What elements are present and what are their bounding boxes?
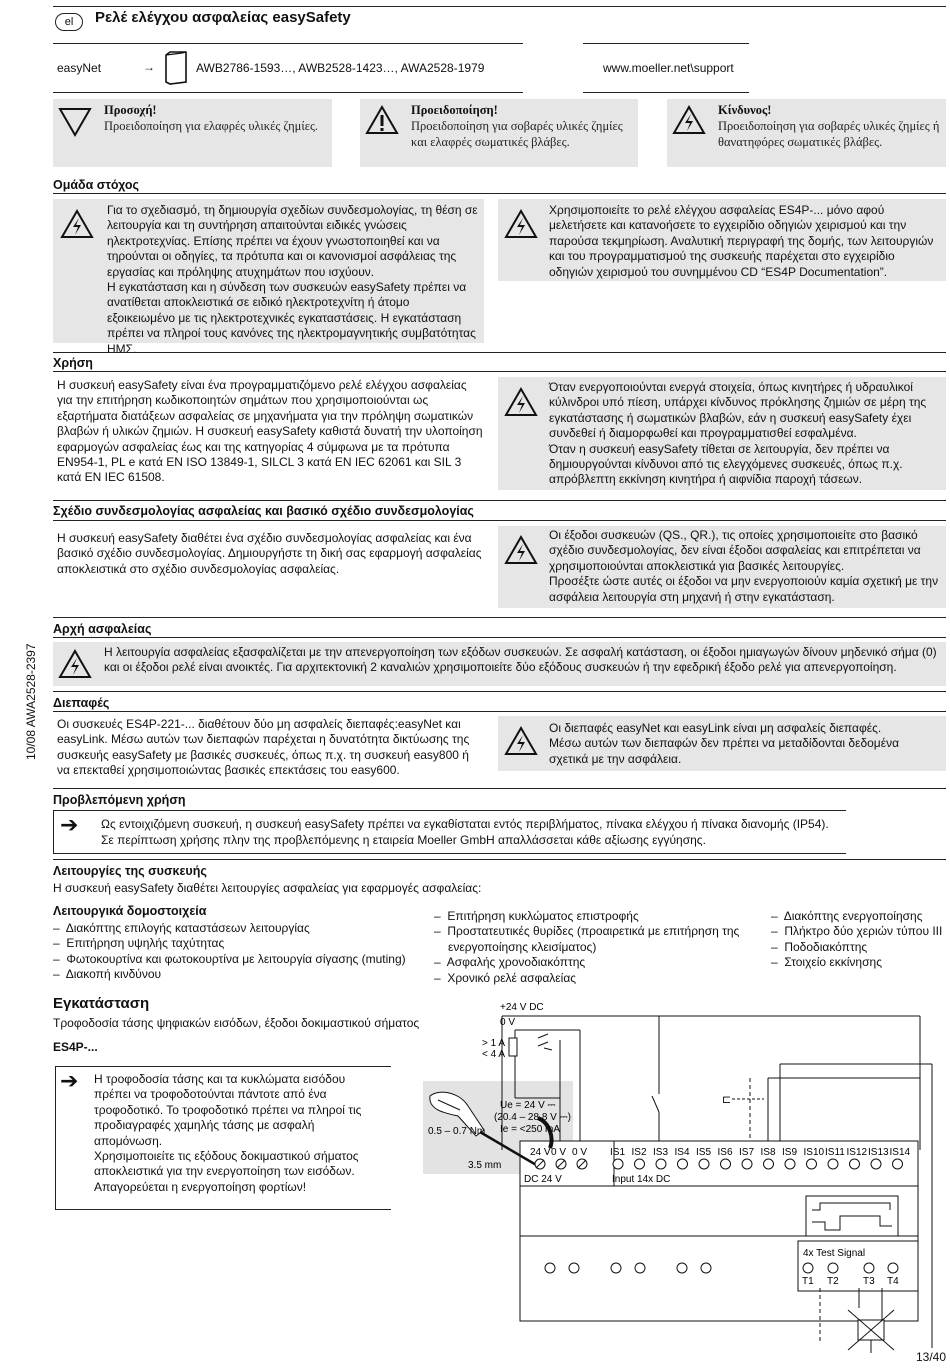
input-terminal-label: IS4: [674, 1147, 690, 1158]
intended-line-1: Ως εντοιχιζόμενη συσκευή, η συσκευή easySafety πρέπει να εγκαθίσταται εντός περιβλήματος, πίνακα ελέγχου ή πίνακα διανομής (IP54).: [101, 817, 829, 831]
input-terminal: [656, 1159, 666, 1169]
divider: [53, 371, 946, 372]
list-item: ενεργοποίησης κλεισίματος): [448, 939, 597, 954]
warning-title: Προειδοποίηση!: [411, 103, 498, 117]
list-item: – Διακοπή κινδύνου: [53, 967, 162, 982]
list-item: – Διακόπτης ενεργοποίησης: [771, 909, 923, 923]
wiring-text: Η συσκευή easySafety διαθέτει ένα σχέδιο συνδεσμολογίας ασφαλείας και ένα βασικό σχέδιο συνδεσμολογίας. Δημιουργήστε τη δική σας εφαρμογή ασφαλείας αποκλειστικά στο σχέδιο συνδεσμολογίας ασφαλείας.: [57, 531, 482, 576]
divider: [53, 711, 946, 712]
list-item: – Διακόπτης επιλογής καταστάσεων λειτουργίας: [53, 921, 310, 935]
input-terminal: [742, 1159, 752, 1169]
dc24-label: DC 24 V: [524, 1174, 562, 1185]
output-terminal: [635, 1263, 645, 1273]
list-item: – Χρονικό ρελέ ασφαλείας: [434, 970, 577, 985]
input-terminal-label: IS7: [739, 1147, 755, 1158]
manual-book-icon: [164, 51, 188, 85]
interfaces-right-text: Οι διεπαφές easyNet και easyLink είναι μη ασφαλείς διεπαφές. Μέσω αυτών των διεπαφών δεν πρέπει να μεταδίδονται δεδομένα σχετικά με την ασφάλεια.: [549, 721, 900, 766]
target-right-text: Χρησιμοποιείτε το ρελέ ελέγχου ασφαλείας ES4P-... μόνο αφού μελετήσετε και κατανοήσετε το εγχειρίδιο οδηγιών χειρισμού και την παρούσα τεκμηρίωση. Αναλυτική περιγραφή της δομής, των λειτουργιών και του προγραμματισμού της συσκευής παρέχεται στο εγχειρίδιο οδηγιών χειρισμού του συνημμένου CD “ES4P Documentation”.: [549, 203, 934, 279]
section-title-functions: Λειτουργίες της συσκευής: [53, 864, 207, 878]
divider: [53, 500, 946, 501]
language-badge: [55, 13, 83, 31]
install-note-text: Η τροφοδοσία τάσης και τα κυκλώματα εισόδου πρέπει να τροφοδοτούνται πάντοτε από ένα τροφοδοτικό. Το τροφοδοτικό πρέπει να πληροί τις προδιαγραφές χαμηλής τάσης με ασφαλή απομόνωση. Χρησιμοποιείτε τις εξόδους δοκιμαστικού σήματος αποκλειστικά για την ενεργοποίηση των εισόδων. Απαγορεύεται η ενεργοποίηση φορτίων!: [94, 1072, 362, 1194]
list-item: – Επιτήρηση κυκλώματος επιστροφής: [434, 909, 639, 923]
easynet-label: easyNet: [57, 61, 102, 75]
fuse-label-2: < 4 A: [482, 1049, 506, 1060]
input-terminal: [613, 1159, 623, 1169]
wiring-diagram: [420, 998, 946, 1360]
list-item: – Φωτοκουρτίνα και φωτοκουρτίνα με λειτουργία σίγασης (muting): [53, 951, 406, 966]
installation-subtitle: Τροφοδοσία τάσης ψηφιακών εισόδων, έξοδοι δοκιμαστικού σήματος: [53, 1016, 420, 1030]
terminal-label: 0 V: [572, 1147, 588, 1158]
intended-line-2: Σε περίπτωση χρήσης πλην της προβλεπόμενης η εταιρεία Moeller GmbH απαλλάσσεται κάθε αξίωσης εγγύησης.: [101, 833, 706, 847]
functions-intro: Η συσκευή easySafety διαθέτει λειτουργίες ασφαλείας για εφαρμογές ασφαλείας:: [53, 881, 482, 895]
test-terminal-label: T4: [887, 1276, 899, 1287]
input-terminal-label: IS13: [868, 1147, 889, 1158]
test-terminal: [864, 1263, 874, 1273]
input-terminal: [871, 1159, 881, 1169]
section-title-target: Ομάδα στόχος: [53, 178, 139, 192]
input-terminal: [828, 1159, 838, 1169]
principle-text: Η λειτουργία ασφαλείας εξασφαλίζεται με την απενεργοποίηση των εξόδων συσκευών. Σε ασφαλή κατάσταση, οι έξοδοι ημιαγωγών δίνουν μηδενικό σήμα (0) και οι έξοδοι ρελέ είναι ανοικτές. Για αρχιτεκτονική 2 καναλιών χρησιμοποιείτε δύο εξόδους συσκευών ή την εφεδρική έξοδο ρελέ για απενεργοποίηση.: [104, 645, 937, 675]
list-item: – Προστατευτικές θυρίδες (προαιρετικά με επιτήρηση της: [434, 924, 740, 939]
interfaces-text: Οι συσκευές ES4P-221-... διαθέτουν δύο μη ασφαλείς διεπαφές:easyNet και easyLink. Μέσω αυτών των διεπαφών παρέχεται η δυνατότητα δικτύωσης της συσκευής easySafety με βασικές συσκευές, όπως π.χ. τη συσκευή easy800 ή να επεκταθεί χρησιμοποιώντας βασικές επεκτάσεις του easy600.: [57, 717, 470, 778]
danger-triangle-icon: [504, 208, 538, 240]
divider: [53, 637, 946, 638]
section-title-principle: Αρχή ασφαλείας: [53, 622, 152, 636]
danger-text: Προειδοποίηση για σοβαρές υλικές ζημίες ή θανατηφόρες σωματικές βλάβες.: [718, 119, 940, 149]
danger-title: Κίνδυνος!: [718, 103, 772, 117]
test-terminal-label: T2: [827, 1276, 839, 1287]
input-terminal-label: IS14: [889, 1147, 911, 1158]
divider: [53, 617, 946, 618]
input-terminal: [699, 1159, 709, 1169]
caution-text: Προειδοποίηση για ελαφρές υλικές ζημίες.: [104, 119, 319, 133]
functions-list-3: [771, 909, 942, 971]
divider: [53, 92, 523, 93]
earth-symbol: [538, 1034, 552, 1050]
input-terminal-label: IS9: [782, 1147, 798, 1158]
input-terminal: [635, 1159, 645, 1169]
divider: [583, 92, 749, 93]
section-title-intended: Προβλεπόμενη χρήση: [53, 793, 186, 807]
input-terminal-label: IS12: [846, 1147, 868, 1158]
danger-triangle-icon: [504, 386, 538, 418]
doc-references: AWB2786-1593…, AWB2528-1423…, AWA2528-1979: [196, 61, 485, 75]
input-terminal-label: IS3: [653, 1147, 669, 1158]
list-item: – Στοιχείο εκκίνησης: [771, 955, 882, 970]
fuse-label-1: > 1 A: [482, 1038, 506, 1049]
section-title-wiring: Σχέδιο συνδεσμολογίας ασφαλείας και βασικό σχέδιο συνδεσμολογίας: [53, 504, 474, 518]
arrow-icon: ➔: [60, 1068, 79, 1093]
contact-symbol: ⊏: [722, 1094, 732, 1106]
functions-subtitle: Λειτουργικά δομοστοιχεία: [53, 904, 207, 918]
divider: [53, 352, 946, 353]
fuse: [509, 1038, 517, 1056]
input-label: Input 14x DC: [612, 1174, 671, 1185]
test-terminal-label: T1: [802, 1276, 814, 1287]
arrow-icon: →: [143, 60, 155, 74]
screw-size-label: 3.5 mm: [468, 1160, 502, 1171]
terminal-label: 24 V: [530, 1147, 551, 1158]
danger-triangle-icon: [504, 534, 538, 566]
page-number: 13/40: [916, 1350, 947, 1364]
danger-triangle-icon: [504, 725, 538, 757]
danger-triangle-icon: [60, 208, 94, 240]
input-terminal: [850, 1159, 860, 1169]
language-code: el: [64, 16, 74, 28]
test-terminal: [828, 1263, 838, 1273]
output-terminal: [545, 1263, 555, 1273]
side-doc-id: 10/08 AWA2528-2397: [24, 643, 38, 760]
divider: [583, 43, 749, 44]
danger-triangle-icon: [672, 104, 706, 136]
input-terminal-label: IS6: [717, 1147, 733, 1158]
input-terminal: [764, 1159, 774, 1169]
input-terminal-label: IS1: [610, 1147, 626, 1158]
terminal-label: 0 V: [551, 1147, 567, 1158]
list-item: – Πλήκτρο δύο χεριών τύπου III: [771, 924, 943, 939]
divider: [53, 859, 946, 860]
usage-right-text: Όταν ενεργοποιούνται ενεργά στοιχεία, όπως κινητήρες ή υδραυλικοί κύλινδροι υπό πίεση, υπάρχει κίνδυνος πρόκλησης ζημιών σε μέρη της εγκατάστασης ή σωματικών βλαβών, εάν η συσκευή easySafety έχει συνδεθεί ή διαμορφωθεί και προγραμματισθεί εσφαλμένα. Όταν η συσκευή easySafety τίθεται σε λειτουργία, δεν πρέπει να δημιουργούνται κίνδυνοι από τις ελεγχόμενες συσκευές, όπως π.χ. απρόβλεπτη εκκίνηση κινητήρα ή αιφνίδια παροχή τάσεων.: [549, 380, 927, 487]
output-terminal: [677, 1263, 687, 1273]
input-terminal-label: IS10: [803, 1147, 825, 1158]
wiring-right-text: Οι έξοδοι συσκευών (QS., QR.), τις οποίες χρησιμοποιείτε στο βασικό σχέδιο συνδεσμολογίας, δεν είναι έξοδοι ασφαλείας και επιτρέπεται να χρησιμοποιούνται αποκλειστικά για βασικές λειτουργίες. Προσέξτε ώστε αυτές οι έξοδοι να μην ενεργοποιούν καμία σχετική με την ασφάλεια λειτουργία στη μηχανή ή στην εγκατάσταση.: [549, 528, 939, 604]
divider: [53, 520, 946, 521]
test-signal-label: 4x Test Signal: [803, 1248, 866, 1259]
danger-triangle-icon: [58, 648, 92, 680]
spec-range: (20.4 – 28.8 V ⎓): [494, 1112, 571, 1123]
input-terminal: [721, 1159, 731, 1169]
input-terminal: [678, 1159, 688, 1169]
model-label: ES4P-...: [53, 1040, 98, 1054]
input-terminal-label: IS8: [760, 1147, 776, 1158]
test-terminal-label: T3: [863, 1276, 875, 1287]
switch: [652, 1096, 659, 1112]
divider: [53, 6, 946, 7]
spec-ie: Ie = <250 mA: [500, 1124, 561, 1135]
input-terminal: [785, 1159, 795, 1169]
test-terminal: [803, 1263, 813, 1273]
warning-triangle-icon: [365, 104, 399, 136]
supply-label: +24 V DC: [500, 1002, 544, 1013]
divider: [53, 193, 946, 194]
input-terminal: [807, 1159, 817, 1169]
arrow-icon: ➔: [60, 812, 79, 837]
divider: [53, 788, 946, 789]
test-terminal: [888, 1263, 898, 1273]
input-terminal-label: IS2: [631, 1147, 647, 1158]
list-item: – Ασφαλής χρονοδιακόπτης: [434, 955, 586, 970]
usage-text: Η συσκευή easySafety είναι ένα προγραμματιζόμενο ρελέ ελέγχου ασφαλείας για την επιτήρηση κωδικοποιητών σημάτων που χρησιμοποιούνται ως εξαρτήματα διατάξεων ασφαλείας σε μηχανήματα για την πρόληψη σωματικών βλαβών ή υλικών ζημιών. Η συσκευή easySafety καθιστά δυνατή την υλοποίηση εφαρμογών ασφαλείας έως και της κατηγορίας 4 σύμφωνα με τα πρότυπα EN954-1, PL e κατά EN ISO 13849-1, SILCL 3 κατά EN IEC 62061 και SIL 3 κατά EN IEC 61508.: [57, 378, 483, 485]
page-title: Ρελέ ελέγχου ασφαλείας easySafety: [95, 9, 351, 26]
functions-list-1: [53, 921, 406, 983]
section-title-usage: Χρήση: [53, 356, 93, 370]
divider: [53, 43, 523, 44]
output-terminal: [611, 1263, 621, 1273]
spec-ue: Ue = 24 V ⎓: [500, 1100, 556, 1111]
list-item: – Ποδοδιακόπτης: [771, 939, 868, 954]
divider: [53, 691, 946, 692]
zero-label: 0 V: [500, 1017, 516, 1028]
caution-title: Προσοχή!: [104, 103, 157, 117]
input-terminal: [893, 1159, 903, 1169]
torque-label: 0.5 – 0.7 Nm: [428, 1126, 486, 1137]
installation-title: Εγκατάσταση: [53, 995, 150, 1012]
target-left-text: Για το σχεδιασμό, τη δημιουργία σχεδίων συνδεσμολογίας, τη θέση σε λειτουργία και τη συντήρηση απαιτούνται ειδικές γνώσεις ηλεκτροτεχνίας. Επίσης πρέπει να έχουν γνωστοποιηθεί και να τηρούνται οι οδηγίες, τα πρότυπα και οι κανονισμοί ασφάλειας της εργασίας και πρόληψης ατυχημάτων που ισχύουν. Η εγκατάσταση και η σύνδεση των συσκευών easySafety πρέπει να ανατίθεται αποκλειστικά σε ειδικό ηλεκτροτεχνίτη ή άτομο εξοικειωμένο με τις ηλεκτροτεχνικές εγκαταστάσεις. Η εγκατάσταση πρέπει να πληροί τους κανόνες της ηλεκτρομαγνητικής συμβατότητας ΗΜΣ.: [107, 203, 478, 356]
list-item: – Επιτήρηση υψηλής ταχύτητας: [53, 936, 225, 951]
warning-text: Προειδοποίηση για σοβαρές υλικές ζημίες και ελαφρές σωματικές βλάβες.: [411, 119, 623, 149]
input-terminal-label: IS5: [696, 1147, 712, 1158]
input-terminal-label: IS11: [825, 1147, 845, 1158]
support-link[interactable]: www.moeller.net\support: [603, 61, 734, 75]
caution-triangle-icon: [58, 106, 92, 138]
functions-list-2: [434, 909, 739, 986]
section-title-interfaces: Διεπαφές: [53, 696, 110, 710]
output-terminal: [569, 1263, 579, 1273]
output-terminal: [701, 1263, 711, 1273]
